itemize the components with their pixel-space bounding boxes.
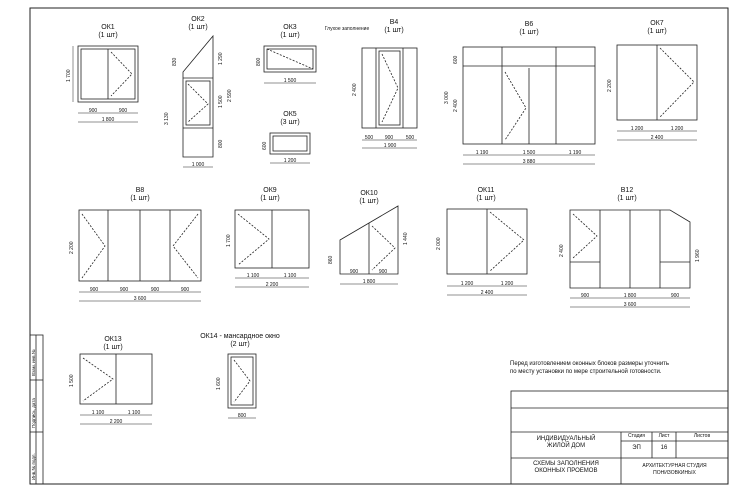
sheet-title: СХЕМЫ ЗАПОЛНЕНИЯ ОКОННЫХ ПРОЕМОВ: [533, 461, 599, 474]
side-stamp-2: Подпись, дата: [31, 398, 36, 428]
ok9-w2: 1 100: [283, 273, 297, 279]
ok2-hr1: 1 290: [218, 52, 224, 65]
v6-htotal: 3 000: [444, 91, 450, 104]
ok1-w2: 900: [118, 108, 128, 114]
ok14-total: 800: [237, 413, 247, 419]
ok7-title: ОК7 (1 шт): [647, 20, 667, 35]
ok11-w2: 1 200: [500, 281, 514, 287]
ok5-total: 1 200: [283, 158, 297, 164]
ok13-h: 1 500: [69, 374, 75, 387]
v8-w2: 900: [119, 287, 129, 293]
ok11-w1: 1 200: [460, 281, 474, 287]
v8-h: 2 200: [69, 241, 75, 254]
v6-w3: 1 190: [568, 150, 582, 156]
sheets-header: Листов: [693, 433, 711, 439]
ok5-title: ОК5 (3 шт): [280, 111, 300, 126]
v8-total: 3 600: [133, 296, 147, 302]
ok11-h: 2 000: [436, 237, 442, 250]
window-ok11: [447, 209, 527, 274]
v8-w1: 900: [89, 287, 99, 293]
window-ok3: [264, 46, 316, 72]
ok14-title: ОК14 - мансардное окно (2 шт): [200, 333, 280, 348]
ok2-title: ОК2 (1 шт): [188, 16, 208, 31]
ok7-w1: 1 200: [630, 126, 644, 132]
ok10-total: 1 800: [362, 279, 376, 285]
ok9-total: 2 200: [265, 282, 279, 288]
v8-w3: 900: [150, 287, 160, 293]
ok3-total: 1 500: [283, 78, 297, 84]
window-ok5: [270, 133, 310, 154]
window-v6: [463, 47, 595, 144]
ok13-w1: 1 100: [91, 410, 105, 416]
v4-w2: 900: [384, 135, 394, 141]
window-ok13: [80, 354, 152, 404]
window-ok9: [235, 210, 309, 268]
ok9-w1: 1 100: [246, 273, 260, 279]
ok3-h: 800: [256, 57, 262, 66]
sheet-header: Лист: [658, 433, 670, 439]
ok1-title: ОК1 (1 шт): [98, 24, 118, 39]
ok7-w2: 1 200: [670, 126, 684, 132]
v6-w1: 1 190: [475, 150, 489, 156]
window-v4: [362, 48, 417, 128]
stage-header: Стадия: [627, 433, 646, 439]
v6-w2: 1 500: [522, 150, 536, 156]
window-ok7: [617, 45, 697, 120]
v12-h: 2 400: [559, 244, 565, 257]
ok14-h: 1 600: [216, 377, 222, 390]
v8-w4: 900: [180, 287, 190, 293]
v6-total: 3 880: [522, 159, 536, 165]
v4-w3: 500: [405, 135, 415, 141]
ok13-total: 2 200: [109, 419, 123, 425]
window-v12: [570, 210, 690, 288]
ok13-w2: 1 100: [127, 410, 141, 416]
v8-title: В8 (1 шт): [130, 187, 150, 202]
v4-h: 2 400: [352, 83, 358, 96]
side-stamp-3: Взам. инв.№: [31, 349, 36, 376]
ok10-w1: 900: [349, 269, 359, 275]
ok7-h: 2 200: [607, 79, 613, 92]
ok7-total: 2 400: [650, 135, 664, 141]
ok2-htop: 830: [172, 57, 178, 66]
v6-htop: 600: [453, 55, 459, 64]
ok2-hrtotal: 2 590: [227, 89, 233, 102]
window-ok2: [183, 36, 213, 157]
ok10-hright: 1 440: [403, 232, 409, 245]
v6-hbottom: 2 400: [453, 99, 459, 112]
ok1-w1: 900: [88, 108, 98, 114]
ok9-title: ОК9 (1 шт): [260, 187, 280, 202]
ok2-hr3: 800: [218, 139, 224, 148]
ok2-total: 1 000: [191, 162, 205, 168]
gluhoe-label: Глухое заполнение: [324, 26, 370, 32]
v12-title: В12 (1 шт): [617, 187, 637, 202]
window-v8: [79, 210, 201, 281]
ok1-total: 1 800: [101, 117, 115, 123]
window-ok14: [228, 354, 256, 408]
ok1-h: 1 700: [66, 69, 72, 82]
ok2-hr2: 1 500: [218, 95, 224, 108]
v4-w1: 500: [364, 135, 374, 141]
v4-title: В4 (1 шт): [384, 19, 404, 34]
ok11-title: ОК11 (1 шт): [476, 187, 496, 202]
ok10-title: ОК10 (1 шт): [359, 190, 379, 205]
ok3-title: ОК3 (1 шт): [280, 24, 300, 39]
ok2-htotal: 3 130: [164, 112, 170, 125]
construction-note: Перед изготовлением оконных блоков размеры уточнить по месту установки по мере строительной готовности.: [510, 361, 670, 375]
ok5-h: 600: [262, 141, 268, 150]
stage-value: ЭП: [632, 445, 641, 451]
v12-w2: 1 800: [623, 293, 637, 299]
window-ok10: [340, 206, 398, 274]
v12-total: 3 600: [623, 302, 637, 308]
ok11-total: 2 400: [480, 290, 494, 296]
v12-hright: 1 960: [695, 249, 701, 262]
window-ok1: [78, 46, 138, 102]
ok10-hleft: 860: [328, 255, 334, 264]
ok10-w2: 900: [378, 269, 388, 275]
studio-name: АРХИТЕКТУРНАЯ СТУДИЯ ПОНИЗОВКИНЫХ: [642, 463, 707, 476]
ok13-title: ОК13 (1 шт): [103, 336, 123, 351]
ok9-h: 1 700: [226, 234, 232, 247]
v12-w1: 900: [580, 293, 590, 299]
project-name: ИНДИВИДУАЛЬНЫЙ ЖИЛОЙ ДОМ: [536, 436, 596, 449]
v4-total: 1 900: [383, 143, 397, 149]
sheet-value: 16: [660, 445, 668, 451]
v6-title: В6 (1 шт): [519, 21, 539, 36]
v12-w3: 900: [670, 293, 680, 299]
side-stamp-1: Инв.№ подл.: [31, 453, 36, 480]
